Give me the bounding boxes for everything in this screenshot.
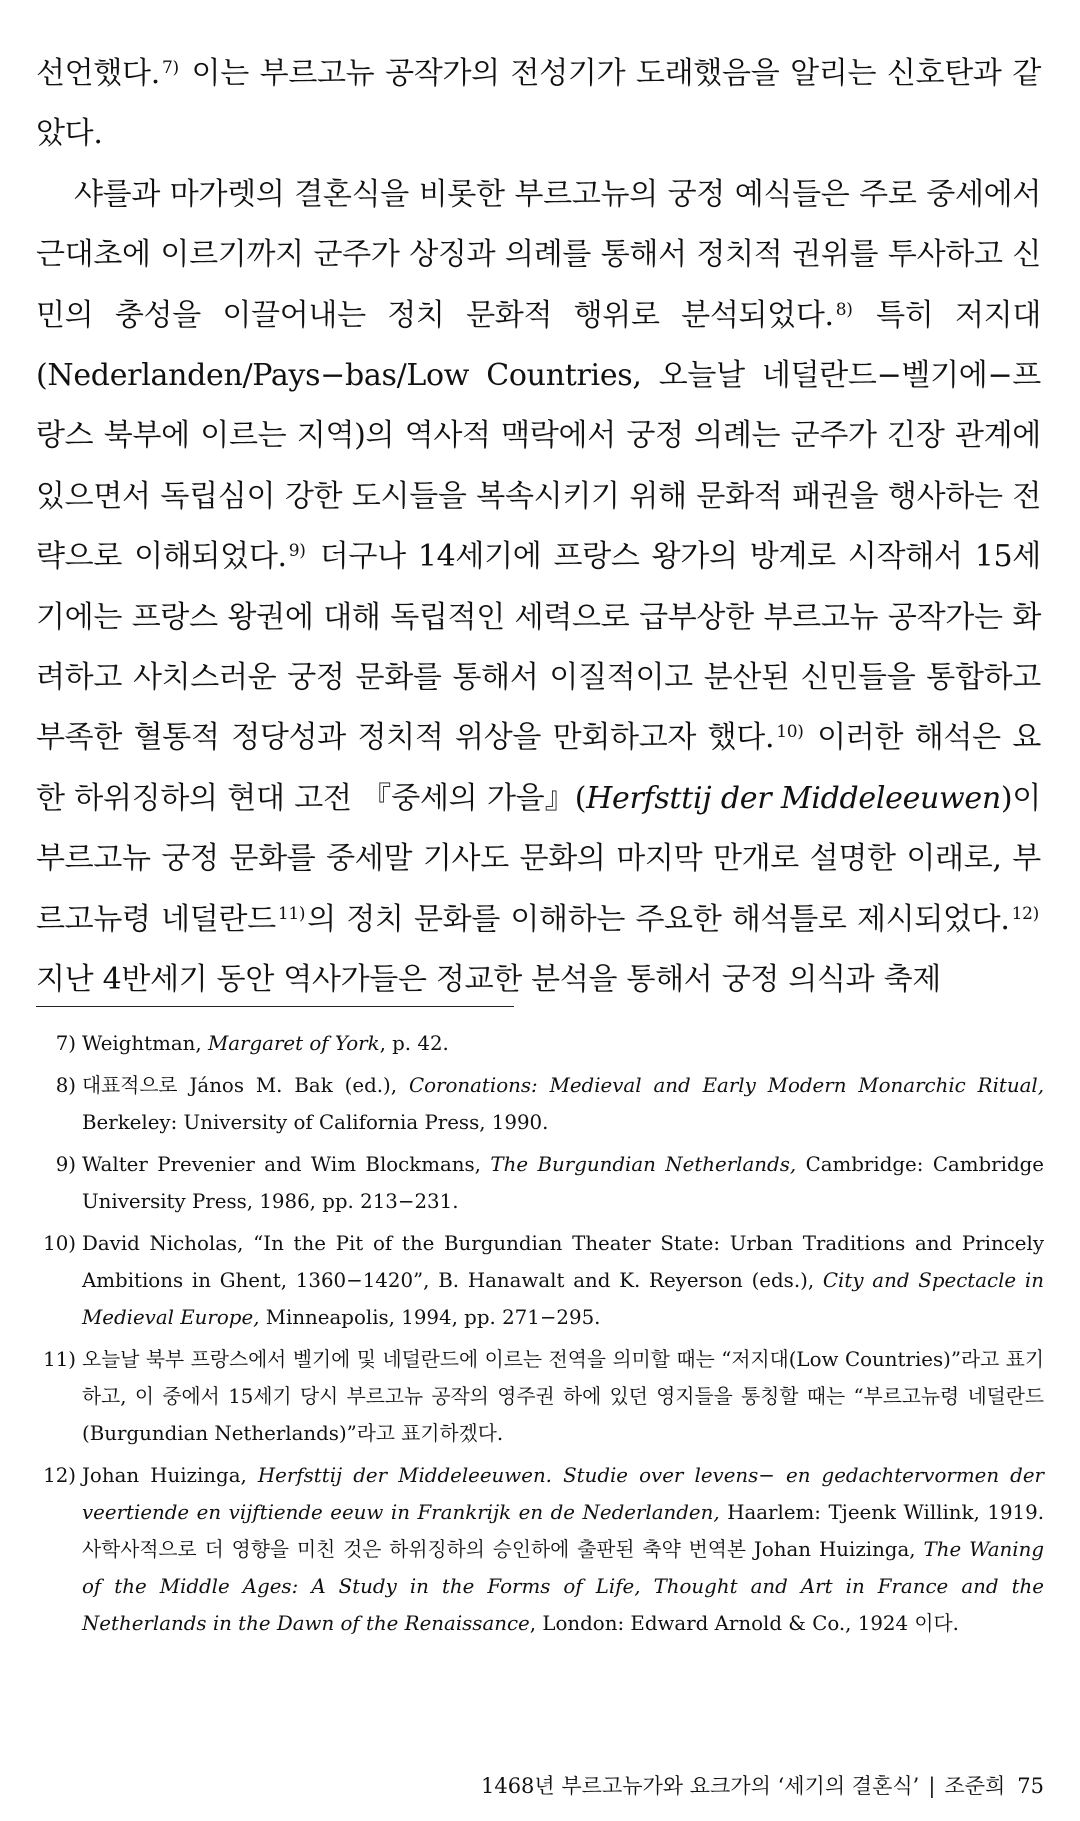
text-run: Minneapolis, 1994, pp. 271−295. [259, 1306, 601, 1329]
footnotes [36, 1025, 1044, 1647]
author-name: 조준희 [944, 1774, 1006, 1798]
text-run: Johan Huizinga, [82, 1464, 258, 1487]
text-run: Weightman, [82, 1032, 208, 1055]
italic-title: Herfsttij der Middeleeuwen. Studie over levens− en gedachtervormen der veertiende en vijftiende eeuw in Frankrijk en de Nederlanden, [82, 1464, 1044, 1524]
text-run: 샤를과 마가렛의 결혼식을 비롯한 부르고뉴의 궁정 예식들은 주로 중세에서 근대초에 이르기까지 군주가 상징과 의례를 통해서 정치적 권위를 투사하고 신민의 충성을 이끌어내는 정치 문화적 행위로 분석되었다. [36, 176, 1041, 333]
body-text [36, 44, 1041, 1011]
text-run: Haarlem: Tjeenk Willink, 1919. 사학사적으로 더 영향을 미친 것은 하위징하의 승인하에 출판된 축약 번역본 Johan Huizinga, [82, 1501, 1044, 1561]
footnote-7 [36, 1025, 1044, 1062]
footnote-number: 8) [55, 1074, 76, 1097]
text-run: 이는 부르고뉴 공작가의 전성기가 도래했음을 알리는 신호탄과 같았다. [36, 56, 1041, 152]
italic-title: The Waning of the Middle Ages: A Study in the Forms of Life, Thought and Art in France and the Netherlands in the Dawn of the Renaissance [82, 1538, 1044, 1635]
footnote-ref-10: 10) [776, 722, 804, 743]
running-footer [0, 1771, 1044, 1801]
text-run: 지난 4반세기 동안 역사가들은 정교한 분석을 통해서 궁정 의식과 축제 [36, 962, 941, 998]
footnote-divider [36, 1006, 514, 1007]
footnote-ref-7: 7) [161, 58, 179, 78]
footnote-number: 9) [55, 1153, 76, 1176]
text-run: 특히 저지대(Nederlanden/Pays−bas/Low Countries, 오늘날 네덜란드−벨기에−프랑스 북부에 이르는 지역)의 역사적 맥락에서 궁정 의례는 군주가 긴장 관계에 있으면서 독립심이 강한 도시들을 복속시키기 위해 문화적 패권을 행사하는 전략으로 이해되었다. [36, 297, 1042, 575]
footnote-ref-8: 8) [835, 299, 853, 320]
running-title: 1468년 부르고뉴가와 요크가의 ‘세기의 결혼식’ [480, 1774, 920, 1798]
footnote-number: 7) [55, 1032, 76, 1055]
footnote-number: 11) [43, 1348, 76, 1371]
text-run: 선언했다. [36, 56, 160, 91]
text-run: 이러한 해석은 요한 하위징하의 현대 고전 『중세의 가을』( [36, 720, 1041, 816]
page-number: 75 [1017, 1774, 1044, 1798]
footnote-12 [36, 1457, 1044, 1642]
text-run: , p. 42. [379, 1032, 449, 1055]
italic-title: Herfsttij der Middeleeuwen [586, 780, 1001, 816]
footnote-ref-11: 11) [277, 903, 306, 924]
text-run: )이 부르고뉴 궁정 문화를 중세말 기사도 문화의 마지막 만개로 설명한 이래로, 부르고뉴령 네덜란드 [36, 780, 1041, 937]
text-run: David Nicholas, “In the Pit of the Burgundian Theater State: Urban Traditions and Princely Ambitions in Ghent, 1360−1420”, B. Hanawalt and K. Reyerson (eds.), [82, 1232, 1044, 1292]
text-run: Berkeley: University of California Press, 1990. [82, 1111, 549, 1134]
footnote-11 [36, 1341, 1044, 1452]
paragraph-2 [36, 165, 1041, 1011]
footnote-number: 12) [43, 1464, 76, 1487]
footer-separator: | [928, 1774, 936, 1798]
italic-title: Coronations: Medieval and Early Modern Monarchic Ritual, [408, 1074, 1044, 1097]
text-run: 의 정치 문화를 이해하는 주요한 해석틀로 제시되었다. [307, 901, 1010, 937]
text-run: 대표적으로 János M. Bak (ed.), [82, 1074, 409, 1097]
footnote-ref-12: 12) [1011, 903, 1039, 924]
footnote-10 [36, 1225, 1044, 1336]
italic-title: Margaret of York [207, 1032, 380, 1055]
footnote-number: 10) [43, 1232, 76, 1255]
text-run: Walter Prevenier and Wim Blockmans, [82, 1153, 491, 1176]
italic-title: The Burgundian Netherlands, [490, 1153, 797, 1176]
text-run: 더구나 14세기에 프랑스 왕가의 방계로 시작해서 15세기에는 프랑스 왕권에 대해 독립적인 세력으로 급부상한 부르고뉴 공작가는 화려하고 사치스러운 궁정 문화를 통해서 이질적이고 분산된 신민들을 통합하고 부족한 혈통적 정당성과 정치적 위상을 만회하고자 했다. [36, 539, 1041, 756]
text-run: Cambridge: Cambridge University Press, 1986, pp. 213−231. [82, 1153, 1044, 1213]
text-run: , London: Edward Arnold & Co., 1924 이다. [529, 1612, 959, 1635]
paragraph-1 [36, 44, 1041, 165]
footnote-8 [36, 1067, 1044, 1141]
italic-title: City and Spectacle in Medieval Europe, [82, 1269, 1044, 1329]
footnote-ref-9: 9) [288, 541, 306, 562]
footnote-9 [36, 1146, 1044, 1220]
text-run: 오늘날 북부 프랑스에서 벨기에 및 네덜란드에 이르는 전역을 의미할 때는 “저지대(Low Countries)”라고 표기하고, 이 중에서 15세기 당시 부르고뉴 공작의 영주권 하에 있던 영지들을 통칭할 때는 “부르고뉴령 네덜란드(Burgundian Netherlands)”라고 표기하겠다. [82, 1348, 1044, 1445]
